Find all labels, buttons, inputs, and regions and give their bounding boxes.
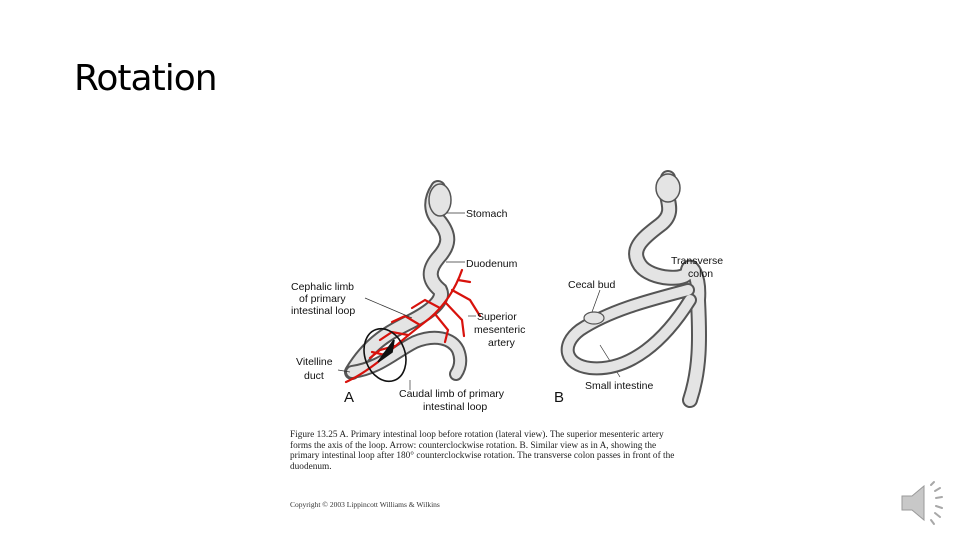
- caption-line-1: Figure 13.25 A. Primary intestinal loop before rotation (lateral view). The superior mesenteric artery: [290, 430, 664, 440]
- figure-labels: [291, 208, 723, 413]
- label-sma-3: artery: [488, 337, 515, 349]
- label-stomach: Stomach: [466, 208, 508, 220]
- label-small-intestine: Small intestine: [585, 380, 654, 392]
- label-cephalic-1: Cephalic limb: [291, 281, 355, 293]
- label-sma-1: Superior: [477, 311, 517, 323]
- label-caudal-2: intestinal loop: [423, 401, 488, 413]
- slide-title: Rotation: [74, 58, 217, 99]
- label-transverse-1: Transverse: [671, 255, 724, 267]
- speaker-icon[interactable]: [898, 480, 950, 526]
- label-vitelline-1: Vitelline: [296, 356, 333, 368]
- label-cephalic-3: intestinal loop: [291, 305, 356, 317]
- caption-line-2: forms the axis of the loop. Arrow: counterclockwise rotation. B. Similar view as in A, showing the: [290, 440, 657, 451]
- label-duodenum: Duodenum: [466, 258, 518, 270]
- caption-line-3: primary intestinal loop after 180° counterclockwise rotation. The transverse colon passes in front of the: [290, 451, 675, 461]
- copyright-notice: Copyright © 2003 Lippincott Williams & Wilkins: [290, 500, 440, 509]
- label-panel-a: A: [344, 389, 355, 406]
- label-cecal-bud: Cecal bud: [568, 279, 616, 291]
- label-panel-b: B: [554, 389, 565, 406]
- label-sma-2: mesenteric: [474, 324, 526, 336]
- figure-caption: [290, 430, 735, 472]
- label-cephalic-2: of primary: [299, 293, 346, 305]
- label-caudal-1: Caudal limb of primary: [399, 388, 505, 400]
- label-transverse-2: colon: [688, 268, 714, 280]
- caption-line-4: duodenum.: [290, 461, 332, 472]
- panel-a-gut: [352, 184, 460, 374]
- label-vitelline-2: duct: [304, 370, 324, 382]
